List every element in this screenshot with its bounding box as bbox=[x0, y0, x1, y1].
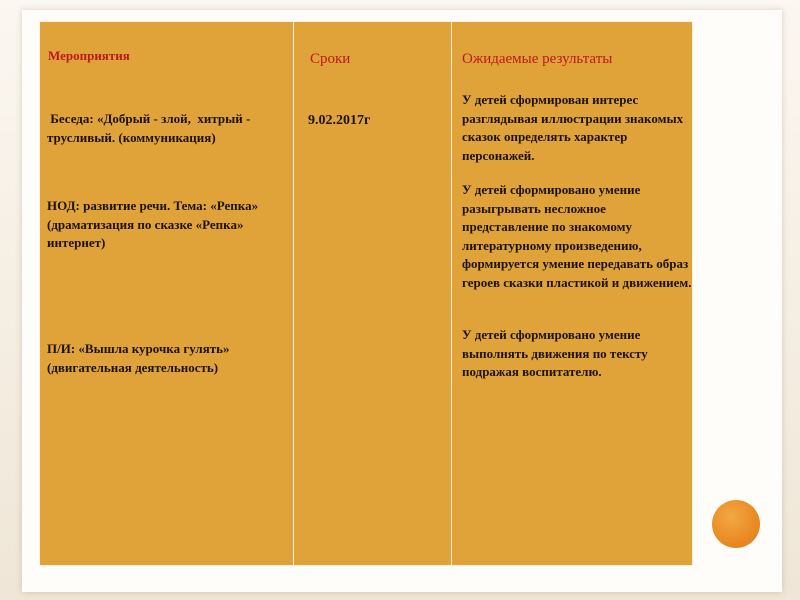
event-conversation: Беседа: «Добрый - злой, хитрый - трусливый. (коммуникация) bbox=[47, 111, 254, 145]
events-header: Мероприятия bbox=[48, 48, 130, 63]
results-header: Ожидаемые результаты bbox=[462, 51, 613, 67]
decorative-circle bbox=[712, 500, 760, 548]
plan-table bbox=[39, 21, 693, 566]
dates-header: Сроки bbox=[310, 51, 351, 67]
event-speech-lesson: НОД: развитие речи. Тема: «Репка» (драматизация по сказке «Репка» интернет) bbox=[47, 198, 259, 250]
events-column bbox=[40, 22, 294, 565]
event-outdoor-game: П/И: «Вышла курочка гулять» (двигательная деятельность) bbox=[47, 341, 230, 375]
dates-column bbox=[294, 22, 452, 565]
result-performance: У детей сформировано умение разыгрывать несложное представление по знакомому литературному произведению, формируется умение передавать образ героев сказки пластикой и движением. bbox=[462, 182, 692, 290]
result-movement: У детей сформировано умение выполнять движения по тексту подражая воспитателю. bbox=[462, 327, 648, 379]
results-column bbox=[452, 22, 692, 565]
result-interest: У детей сформирован интерес разглядывая иллюстрации знакомых сказок определять характер персонажей. bbox=[462, 92, 684, 163]
event-date: 9.02.2017г bbox=[308, 113, 371, 128]
